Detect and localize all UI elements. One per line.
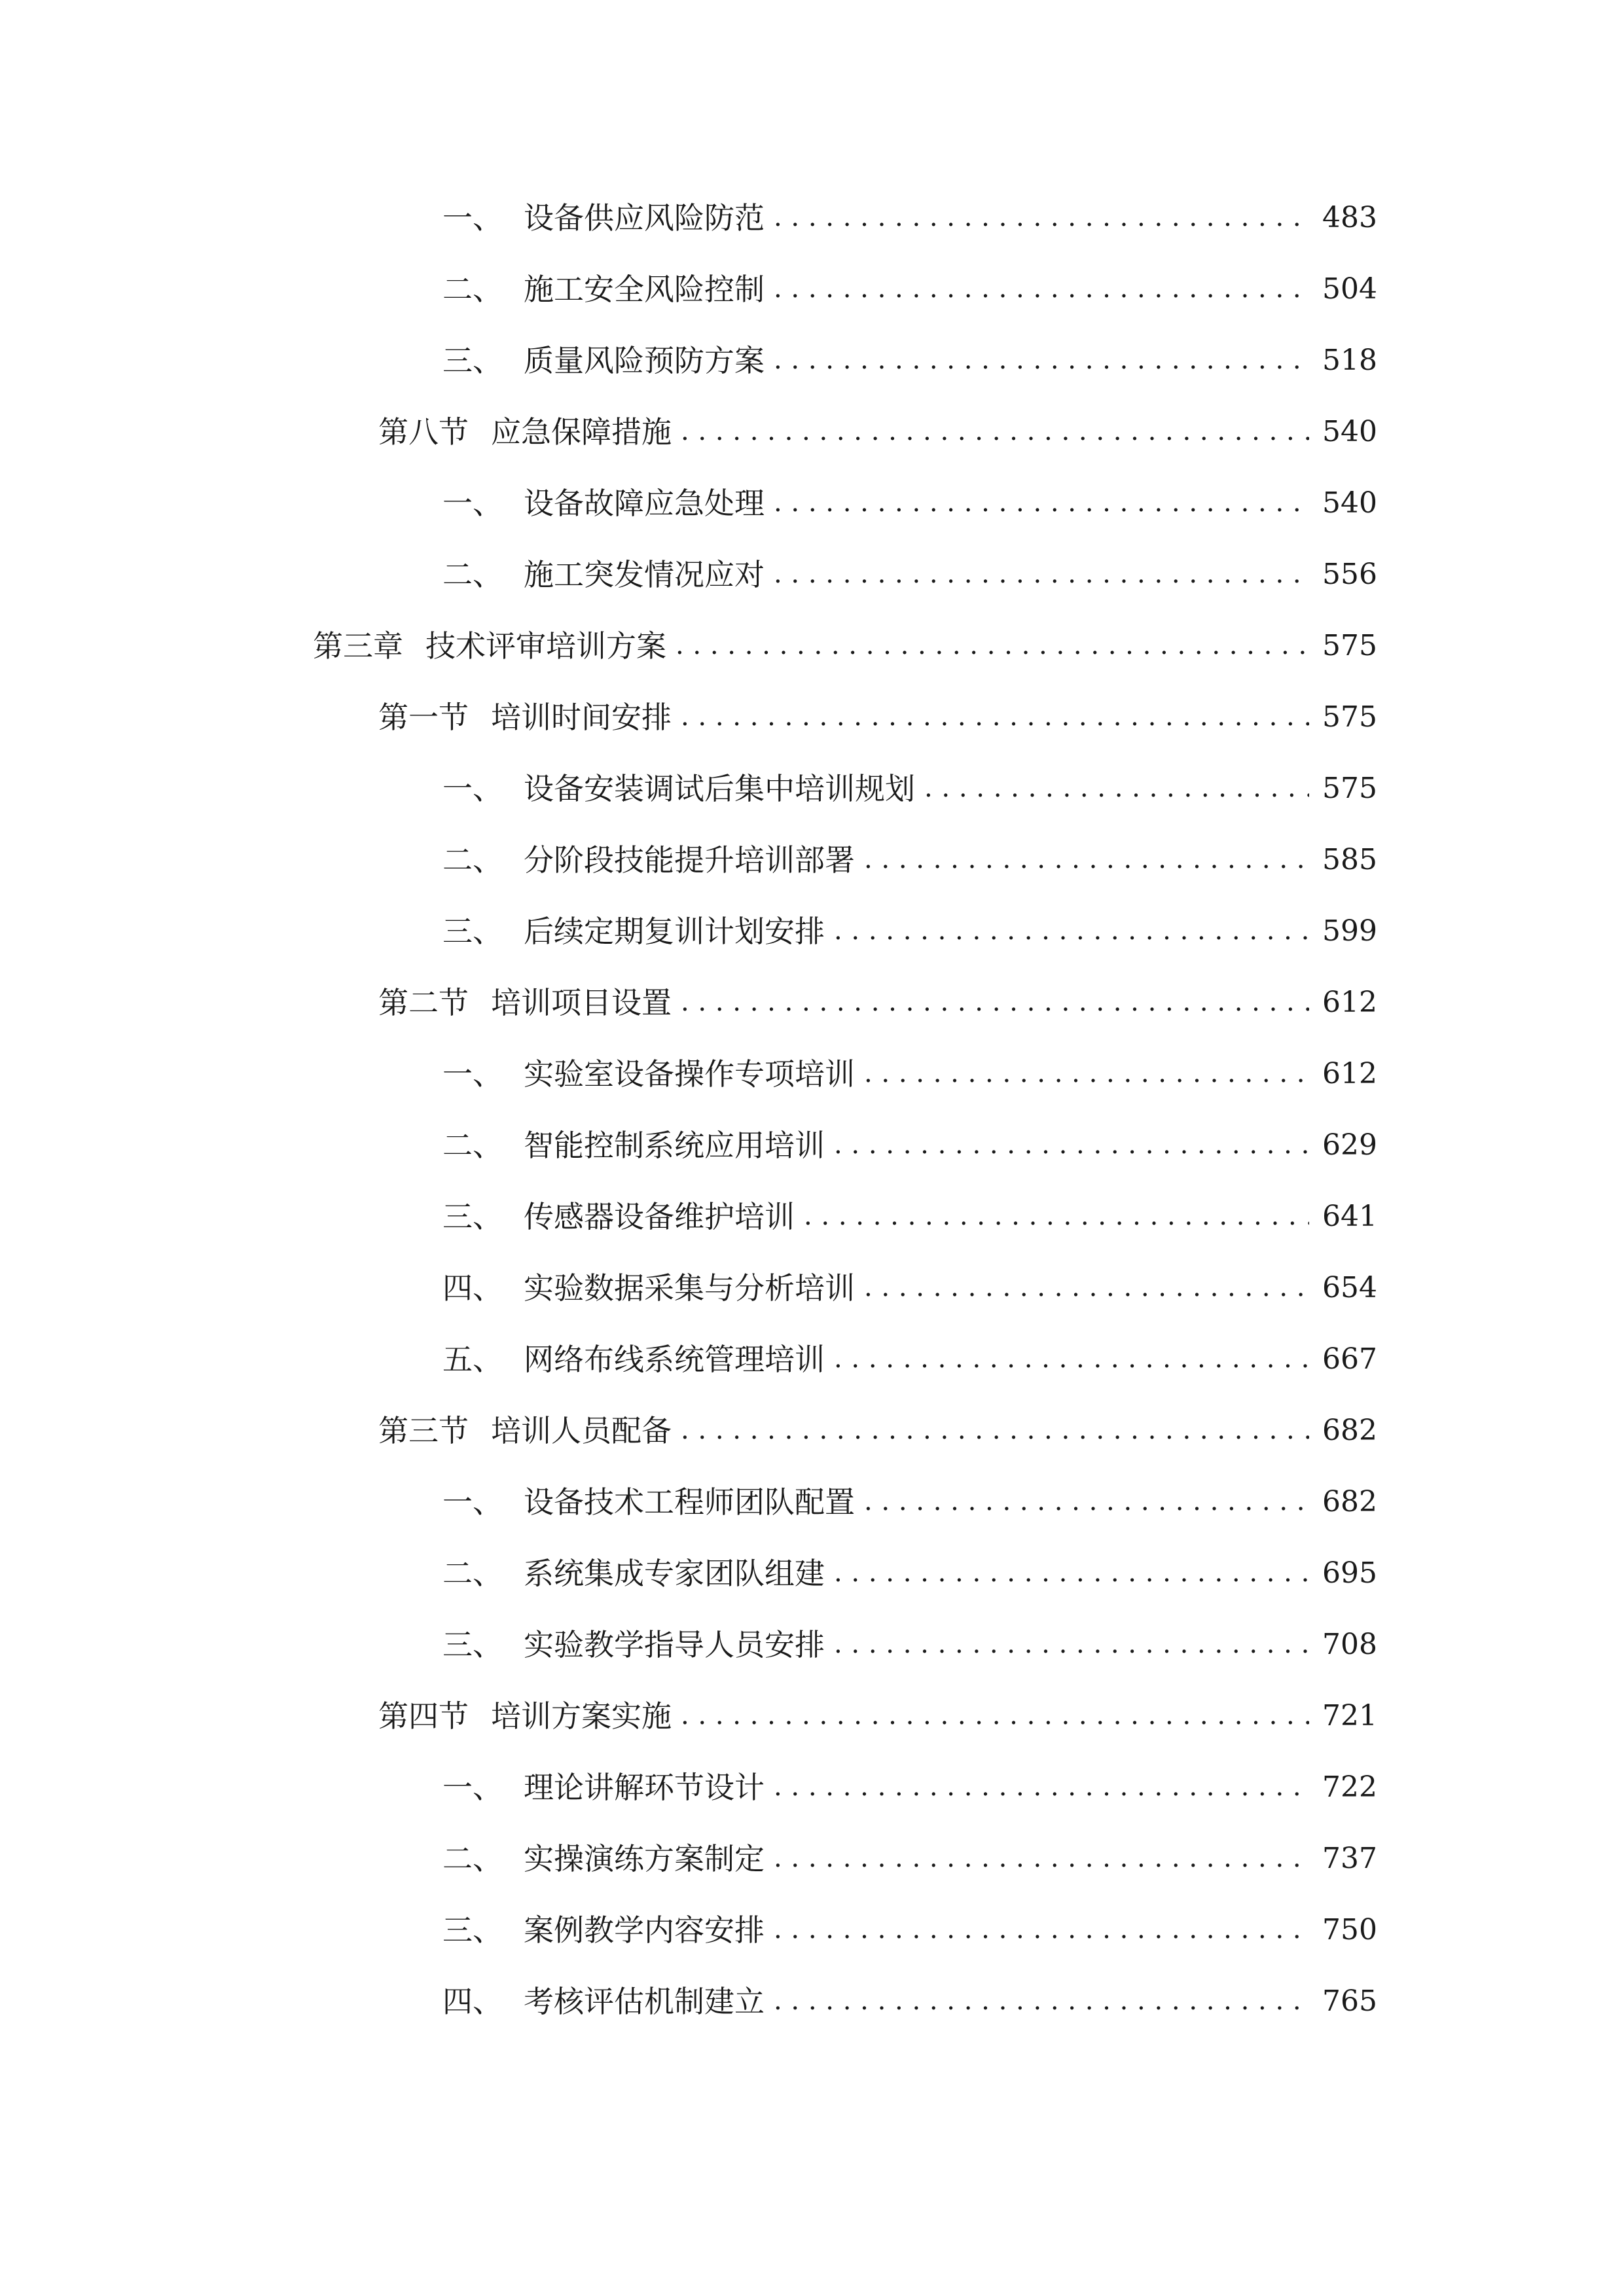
- toc-entry-number: 第一节: [378, 700, 469, 735]
- toc-entry-page: 585: [1322, 843, 1377, 876]
- toc-entry-number: 第三节: [378, 1413, 469, 1448]
- toc-dot-leader: [864, 1487, 1309, 1517]
- toc-entry-number: 二、: [442, 1128, 503, 1163]
- toc-entry-page: 599: [1322, 914, 1377, 948]
- toc-entry-number: 第八节: [378, 414, 469, 450]
- toc-entry-number: 三、: [442, 914, 503, 949]
- toc-entry-page: 750: [1322, 1913, 1377, 1946]
- toc-entry[interactable]: [442, 895, 1377, 967]
- toc-entry[interactable]: [313, 610, 1377, 682]
- toc-entry-page: 721: [1322, 1699, 1377, 1732]
- toc-entry-number: 三、: [442, 1199, 503, 1234]
- toc-entry-page: 737: [1322, 1842, 1377, 1875]
- toc-entry-page: 612: [1322, 986, 1377, 1019]
- toc-entry-title: 设备故障应急处理: [524, 486, 765, 521]
- toc-entry-title: 应急保障措施: [491, 414, 672, 450]
- toc-entry-page: 504: [1322, 272, 1377, 306]
- toc-entry-number: 第四节: [378, 1698, 469, 1734]
- toc-entry[interactable]: [442, 182, 1377, 254]
- toc-entry-title: 施工突发情况应对: [524, 557, 765, 592]
- toc-dot-leader: [774, 560, 1309, 590]
- toc-entry[interactable]: [442, 824, 1377, 896]
- toc-entry[interactable]: [442, 1038, 1377, 1110]
- toc-entry-number: 二、: [442, 1556, 503, 1591]
- toc-dot-leader: [774, 488, 1309, 518]
- toc-dot-leader: [834, 1630, 1309, 1660]
- toc-entry[interactable]: [378, 967, 1377, 1039]
- toc-entry-title: 设备安装调试后集中培训规划: [524, 771, 915, 806]
- toc-dot-leader: [864, 1273, 1309, 1303]
- toc-entry-title: 分阶段技能提升培训部署: [524, 842, 855, 878]
- toc-entry-number: 五、: [442, 1342, 503, 1377]
- toc-entry-title: 理论讲解环节设计: [524, 1770, 765, 1805]
- toc-dot-leader: [681, 417, 1309, 447]
- toc-dot-leader: [774, 346, 1309, 376]
- toc-dot-leader: [774, 1772, 1309, 1803]
- toc-entry-number: 一、: [442, 1484, 503, 1520]
- toc-entry-page: 612: [1322, 1057, 1377, 1090]
- toc-entry-page: 682: [1322, 1485, 1377, 1518]
- toc-dot-leader: [774, 1986, 1309, 2017]
- toc-entry-title: 系统集成专家团队组建: [524, 1556, 825, 1591]
- toc-dot-leader: [774, 274, 1309, 304]
- toc-entry-page: 540: [1322, 486, 1377, 520]
- toc-entry-number: 二、: [442, 1841, 503, 1876]
- toc-entry-title: 实验数据采集与分析培训: [524, 1270, 855, 1306]
- toc-entry-page: 722: [1322, 1770, 1377, 1804]
- toc-entry[interactable]: [442, 539, 1377, 611]
- toc-entry-page: 682: [1322, 1414, 1377, 1447]
- toc-entry-number: 四、: [442, 1270, 503, 1306]
- toc-dot-leader: [834, 916, 1309, 946]
- toc-dot-leader: [774, 1915, 1309, 1945]
- toc-entry-page: 575: [1322, 772, 1377, 805]
- toc-entry-title: 培训项目设置: [491, 985, 672, 1020]
- toc-entry-number: 第二节: [378, 985, 469, 1020]
- toc-entry[interactable]: [442, 1823, 1377, 1895]
- toc-entry-number: 三、: [442, 343, 503, 378]
- toc-dot-leader: [804, 1202, 1309, 1232]
- toc-entry-page: 556: [1322, 558, 1377, 591]
- toc-entry[interactable]: [378, 1680, 1377, 1752]
- toc-entry-number: 三、: [442, 1912, 503, 1948]
- toc-entry-number: 二、: [442, 842, 503, 878]
- toc-entry[interactable]: [442, 1323, 1377, 1395]
- toc-entry-page: 654: [1322, 1271, 1377, 1304]
- toc-entry-number: 二、: [442, 557, 503, 592]
- toc-dot-leader: [681, 1701, 1309, 1731]
- toc-entry-number: 一、: [442, 486, 503, 521]
- toc-dot-leader: [864, 1059, 1309, 1089]
- toc-dot-leader: [681, 1416, 1309, 1446]
- toc-entry[interactable]: [442, 253, 1377, 325]
- toc-entry-page: 695: [1322, 1556, 1377, 1590]
- toc-entry-page: 540: [1322, 415, 1377, 448]
- toc-entry-title: 设备供应风险防范: [524, 200, 765, 236]
- toc-entry-title: 设备技术工程师团队配置: [524, 1484, 855, 1520]
- toc-entry[interactable]: [442, 1181, 1377, 1253]
- toc-entry-title: 技术评审培训方案: [425, 628, 666, 664]
- toc-entry-title: 智能控制系统应用培训: [524, 1128, 825, 1163]
- toc-entry-title: 后续定期复训计划安排: [524, 914, 825, 949]
- toc-entry[interactable]: [442, 1894, 1377, 1966]
- toc-entry[interactable]: [378, 681, 1377, 753]
- toc-entry[interactable]: [442, 1751, 1377, 1823]
- toc-entry[interactable]: [442, 753, 1377, 825]
- toc-entry-page: 518: [1322, 344, 1377, 377]
- toc-entry[interactable]: [442, 1109, 1377, 1181]
- toc-entry-title: 实验室设备操作专项培训: [524, 1056, 855, 1092]
- toc-entry-page: 765: [1322, 1984, 1377, 2018]
- toc-entry-page: 667: [1322, 1342, 1377, 1376]
- toc-entry-title: 培训时间安排: [491, 700, 672, 735]
- toc-entry[interactable]: [442, 1537, 1377, 1609]
- toc-entry-title: 考核评估机制建立: [524, 1984, 765, 2019]
- toc-dot-leader: [834, 1130, 1309, 1160]
- toc-dot-leader: [774, 203, 1309, 233]
- toc-entry-number: 第三章: [313, 628, 403, 664]
- toc-entry-number: 一、: [442, 200, 503, 236]
- toc-entry-number: 四、: [442, 1984, 503, 2019]
- toc-entry[interactable]: [442, 1965, 1377, 2037]
- toc-dot-leader: [676, 631, 1309, 661]
- toc-entry-number: 一、: [442, 1056, 503, 1092]
- toc-entry[interactable]: [442, 467, 1377, 539]
- toc-entry-title: 培训方案实施: [491, 1698, 672, 1734]
- toc-entry[interactable]: [378, 396, 1377, 468]
- toc-entry[interactable]: [442, 325, 1377, 397]
- toc-entry-title: 传感器设备维护培训: [524, 1199, 795, 1234]
- toc-dot-leader: [924, 774, 1309, 804]
- toc-entry-title: 施工安全风险控制: [524, 272, 765, 307]
- toc-entry[interactable]: [378, 1395, 1377, 1467]
- toc-entry-page: 575: [1322, 700, 1377, 734]
- toc-entry-number: 二、: [442, 272, 503, 307]
- toc-entry-page: 708: [1322, 1628, 1377, 1661]
- toc-entry-title: 网络布线系统管理培训: [524, 1342, 825, 1377]
- toc-dot-leader: [681, 988, 1309, 1018]
- toc-dot-leader: [834, 1344, 1309, 1374]
- toc-entry-page: 641: [1322, 1200, 1377, 1233]
- toc-entry[interactable]: [442, 1609, 1377, 1681]
- toc-entry-title: 质量风险预防方案: [524, 343, 765, 378]
- toc-entry-page: 575: [1322, 629, 1377, 662]
- toc-dot-leader: [774, 1844, 1309, 1874]
- toc-entry-number: 三、: [442, 1627, 503, 1662]
- toc-entry[interactable]: [442, 1466, 1377, 1538]
- toc-entry-title: 培训人员配备: [491, 1413, 672, 1448]
- toc-entry-title: 案例教学内容安排: [524, 1912, 765, 1948]
- toc-entry-title: 实验教学指导人员安排: [524, 1627, 825, 1662]
- toc-entry-title: 实操演练方案制定: [524, 1841, 765, 1876]
- toc-dot-leader: [834, 1558, 1309, 1588]
- toc-dot-leader: [681, 702, 1309, 732]
- toc-entry[interactable]: [442, 1252, 1377, 1324]
- toc-dot-leader: [864, 845, 1309, 875]
- toc-entry-number: 一、: [442, 771, 503, 806]
- toc-entry-number: 一、: [442, 1770, 503, 1805]
- toc-entry-page: 483: [1322, 201, 1377, 234]
- toc-entry-page: 629: [1322, 1128, 1377, 1162]
